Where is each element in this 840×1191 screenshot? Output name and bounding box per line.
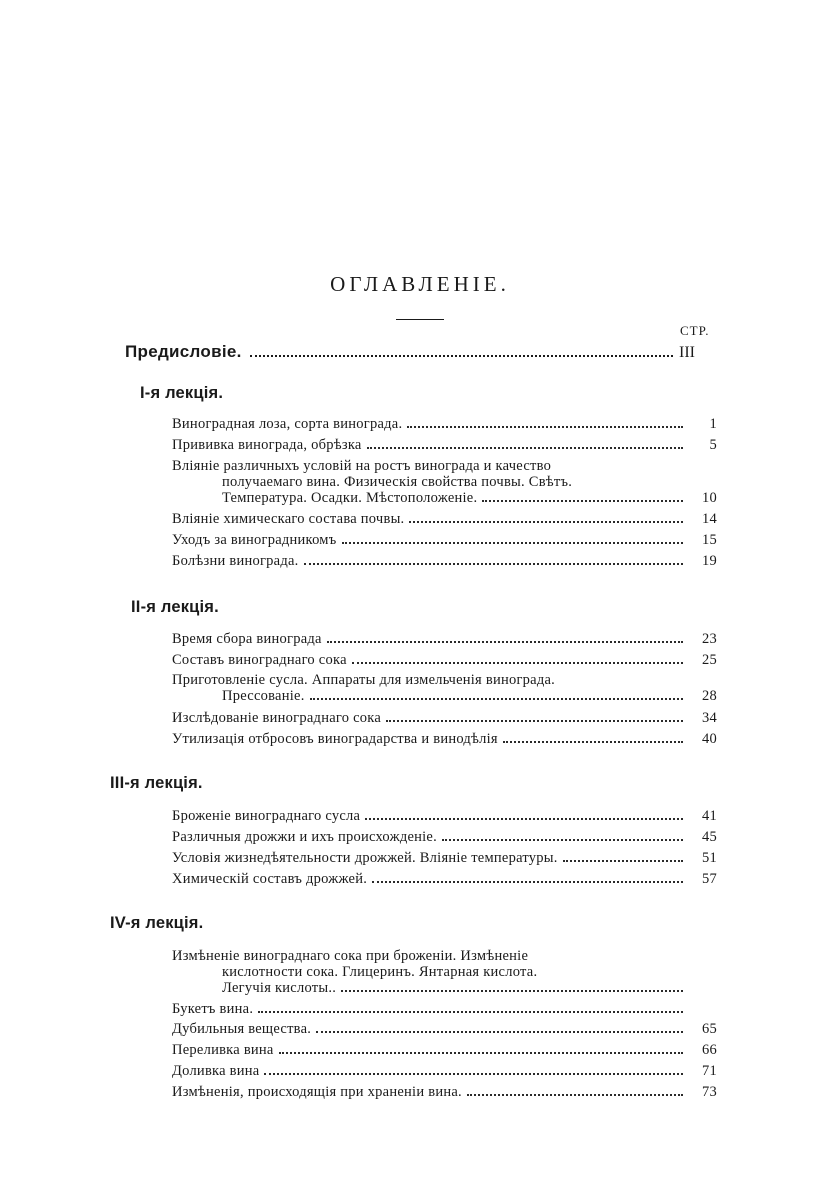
dot-leader xyxy=(316,1030,683,1033)
toc-entry xyxy=(172,710,717,726)
entry-page-number: 40 xyxy=(702,731,717,747)
entry-text: Различныя дрожжи и ихъ происхожденiе. xyxy=(172,829,437,845)
entry-text: Условiя жизнедѣятельности дрожжей. Влiянiе температуры. xyxy=(172,850,558,866)
entry-page-number: 15 xyxy=(702,532,717,548)
dot-leader xyxy=(409,520,683,523)
entry-text: Измѣненiе винограднаго сока при броженiи. Измѣненiе xyxy=(172,948,529,964)
entry-text-continuation: Легучiя кислоты.. xyxy=(222,980,337,996)
entry-text: Влiянiе химическаго состава почвы. xyxy=(172,511,405,527)
entry-page-number: 65 xyxy=(702,1021,717,1037)
entry-page-number: 28 xyxy=(702,688,717,704)
entry-text: Изслѣдованiе винограднаго сока xyxy=(172,710,382,726)
entry-text: Букетъ вина. xyxy=(172,1001,254,1017)
toc-entry xyxy=(172,731,717,747)
dot-leader xyxy=(341,989,683,992)
entry-page-number: 73 xyxy=(702,1084,717,1100)
entry-page-number: 25 xyxy=(702,652,717,668)
dot-leader xyxy=(250,354,673,357)
dot-leader xyxy=(327,640,683,643)
entry-text: Переливка вина xyxy=(172,1042,274,1058)
toc-entry xyxy=(172,1001,717,1017)
entry-text-continuation: получаемаго вина. Физическiя свойства почвы. Свѣтъ. xyxy=(222,474,573,490)
dot-leader xyxy=(279,1051,683,1054)
entry-page-number: 5 xyxy=(709,437,717,453)
lecture-heading-4: IV-я лекцiя. xyxy=(110,914,204,932)
toc-entry xyxy=(172,631,717,647)
lecture-heading-3: III-я лекцiя. xyxy=(110,774,203,792)
entry-page-number: 41 xyxy=(702,808,717,824)
entry-text: Влiянiе различныхъ условiй на ростъ винограда и качество xyxy=(172,458,552,474)
dot-leader xyxy=(503,740,683,743)
entry-text-continuation: Температура. Осадки. Мѣстоположенiе. xyxy=(222,490,478,506)
entry-text: Химическiй составъ дрожжей. xyxy=(172,871,368,887)
dot-leader xyxy=(342,541,684,544)
toc-entry xyxy=(172,871,717,887)
entry-text-continuation: Прессованiе. xyxy=(222,688,305,704)
lecture-heading-1: I-я лекцiя. xyxy=(140,384,224,402)
dot-leader xyxy=(467,1093,683,1096)
entry-text: Броженiе винограднаго сусла xyxy=(172,808,361,824)
entry-page-number: 10 xyxy=(702,490,717,506)
dot-leader xyxy=(310,697,683,700)
dot-leader xyxy=(563,859,683,862)
toc-entry xyxy=(172,458,717,506)
toc-entry xyxy=(172,1021,717,1037)
toc-entry xyxy=(172,829,717,845)
entry-text: Утилизацiя отбросовъ виноградарства и винодѣлiя xyxy=(172,731,498,747)
toc-entry xyxy=(172,850,717,866)
entry-text-continuation: кислотности сока. Глицеринъ. Янтарная кислота. xyxy=(222,964,538,980)
toc-entry xyxy=(172,672,717,704)
preface-page-number: III xyxy=(679,344,695,361)
entry-page-number: 1 xyxy=(709,416,717,432)
page-title: ОГЛАВЛЕНIЕ. xyxy=(330,272,510,296)
toc-entry xyxy=(172,1042,717,1058)
preface-label: Предисловiе. xyxy=(125,342,242,361)
entry-text: Дубильныя вещества. xyxy=(172,1021,312,1037)
lecture-heading-2: II-я лекцiя. xyxy=(131,598,219,616)
toc-entry xyxy=(172,652,717,668)
entry-text: Прививка винограда, обрѣзка xyxy=(172,437,362,453)
dot-leader xyxy=(352,661,683,664)
dot-leader xyxy=(482,499,683,502)
entry-page-number: 23 xyxy=(702,631,717,647)
toc-entry xyxy=(172,532,717,548)
toc-entry xyxy=(172,553,717,569)
entry-page-number: 57 xyxy=(702,871,717,887)
entry-page-number: 51 xyxy=(702,850,717,866)
entry-text: Составъ винограднаго сока xyxy=(172,652,347,668)
dot-leader xyxy=(264,1072,683,1075)
entry-text: Приготовленiе сусла. Аппараты для измельченiя винограда. xyxy=(172,672,556,688)
dot-leader xyxy=(304,562,683,565)
entry-text: Время сбора винограда xyxy=(172,631,322,647)
dot-leader xyxy=(407,425,683,428)
preface-entry xyxy=(125,342,715,368)
toc-entry xyxy=(172,416,717,432)
dot-leader xyxy=(372,880,683,883)
dot-leader xyxy=(365,817,683,820)
dot-leader xyxy=(386,719,683,722)
toc-entry xyxy=(172,437,717,453)
page-column-label: СТР. xyxy=(680,323,710,338)
dot-leader xyxy=(442,838,683,841)
toc-entry xyxy=(172,948,717,996)
entry-text: Виноградная лоза, сорта винограда. xyxy=(172,416,403,432)
entry-page-number: 45 xyxy=(702,829,717,845)
dot-leader xyxy=(258,1010,683,1013)
entry-page-number: 19 xyxy=(702,553,717,569)
entry-text: Измѣненiя, происходящiя при храненiи вина. xyxy=(172,1084,462,1100)
entry-text: Болѣзни винограда. xyxy=(172,553,299,569)
entry-page-number: 66 xyxy=(702,1042,717,1058)
dot-leader xyxy=(367,446,683,449)
toc-entry xyxy=(172,1084,717,1100)
entry-page-number: 71 xyxy=(702,1063,717,1079)
entry-page-number: 34 xyxy=(702,710,717,726)
entry-page-number: 14 xyxy=(702,511,717,527)
title-divider xyxy=(396,319,444,320)
toc-entry xyxy=(172,511,717,527)
entry-text: Доливка вина xyxy=(172,1063,260,1079)
toc-entry xyxy=(172,1063,717,1079)
entry-text: Уходъ за виноградникомъ xyxy=(172,532,337,548)
toc-entry xyxy=(172,808,717,824)
